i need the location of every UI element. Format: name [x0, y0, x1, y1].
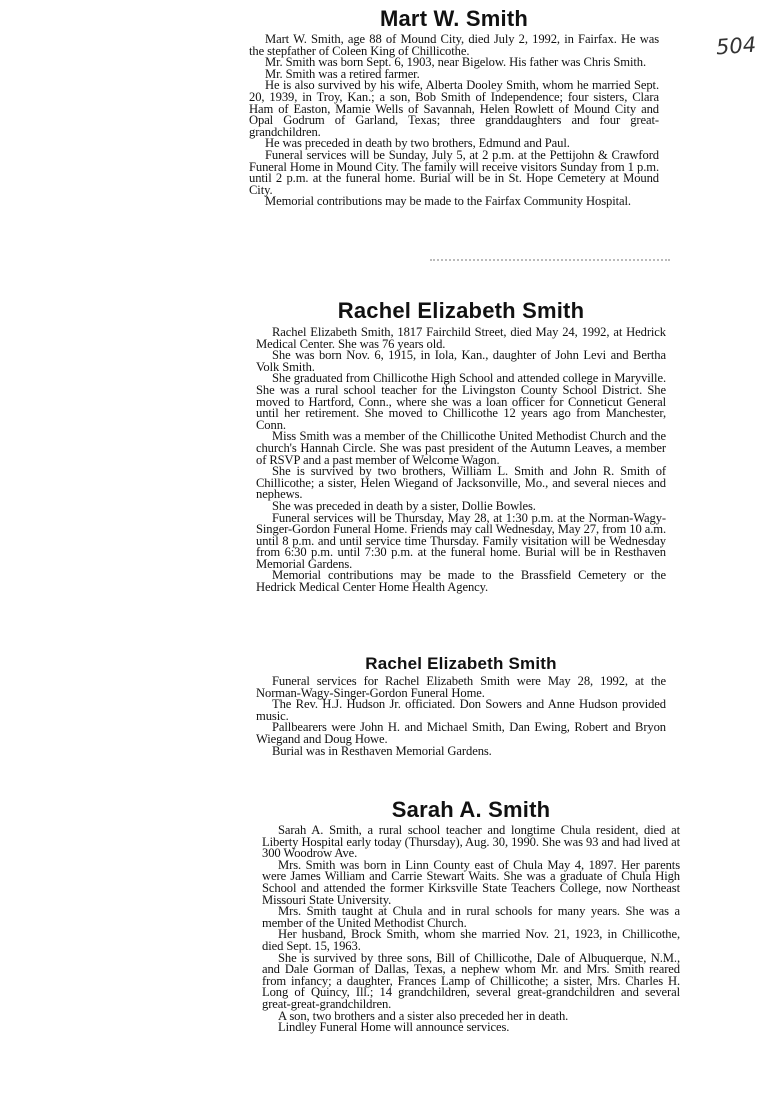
- obituary-paragraph: He is also survived by his wife, Alberta Dooley Smith, whom he married Sept. 20, 1939, in Troy, Kan.; a son, Bob Smith of Independence; four sisters, Clara Ham of Easton, Mamie Wells of Savannah, Helen Rowlett of Mound City and Opal Godrum of Garland, Texas; three granddaughters and four great-grandchildren.: [249, 78, 659, 139]
- obituary-clipping-sarah-smith: [262, 797, 680, 1034]
- obituary-paragraph: She was preceded in death by a sister, Dollie Bowles.: [272, 498, 536, 513]
- obituary-body: [256, 676, 666, 757]
- obituary-paragraph: Burial was in Resthaven Memorial Gardens.: [272, 743, 492, 758]
- obituary-body: [249, 34, 659, 208]
- obituary-clipping-rachel-smith-services: [256, 653, 666, 757]
- obituary-paragraph: She graduated from Chillicothe High School and attended college in Maryville. She was a rural school teacher for the Livingston County School District. She moved to Hartford, Conn., where she was a loan officer for Conneticut General until her retirement. She moved to Chillicothe 12 years ago from Manchester, Conn.: [256, 371, 666, 432]
- obituary-paragraph: He was preceded in death by two brothers, Edmund and Paul.: [265, 136, 570, 151]
- obituary-paragraph: Mart W. Smith, age 88 of Mound City, died July 2, 1992, in Fairfax. He was the stepfather of Coleen King of Chillicothe.: [249, 32, 659, 58]
- obituary-paragraph: Rachel Elizabeth Smith, 1817 Fairchild Street, died May 24, 1992, at Hedrick Medical Center. She was 76 years old.: [256, 325, 666, 351]
- obituary-paragraph: She is survived by three sons, Bill of Chillicothe, Dale of Albuquerque, N.M., and Dale Gorman of Dallas, Texas, a nephew whom Mr. and Mrs. Smith reared from infancy; a daughter, Frances Lamp of Chillicothe; a sister, Mrs. Charles H. Long of Quincy, Ill.; 14 grandchildren, several great-grandchildren and several great-great-grandchildren.: [262, 950, 680, 1011]
- obituary-paragraph: Lindley Funeral Home will announce services.: [278, 1020, 510, 1035]
- obituary-paragraph: Funeral services will be Thursday, May 28, at 1:30 p.m. at the Norman-Wagy-Singer-Gordon Funeral Home. Friends may call Wednesday, May 27, from 10 a.m. until 8 p.m. and until service time Thursday. Family visitation will be Wednesday from 6:30 p.m. until 7:30 p.m. at the funeral home. Burial will be in Resthaven Memorial Gardens.: [256, 510, 666, 571]
- obituary-clipping-mart-smith: [249, 6, 659, 208]
- obituary-title: Mart W. Smith: [379, 6, 529, 31]
- divider-dots: [430, 259, 670, 265]
- obituary-paragraph: Mr. Smith was born Sept. 6, 1903, near Bigelow. His father was Chris Smith.: [265, 55, 647, 70]
- obituary-paragraph: Sarah A. Smith, a rural school teacher and longtime Chula resident, died at Liberty Hospital early today (Thursday), Aug. 30, 1990. She was 93 and had lived at 300 Woodrow Ave.: [262, 823, 680, 861]
- obituary-clipping-rachel-smith: [256, 296, 666, 594]
- obituary-paragraph: Mr. Smith was a retired farmer.: [265, 66, 420, 81]
- obituary-paragraph: She is survived by two brothers, William L. Smith and John R. Smith of Chillicothe; a sister, Helen Wiegand of Jacksonville, Mo., and several nieces and nephews.: [256, 464, 666, 502]
- obituary-paragraph: She was born Nov. 6, 1915, in Iola, Kan., daughter of John Levi and Bertha Volk Smith.: [256, 348, 666, 374]
- obituary-paragraph: Miss Smith was a member of the Chillicothe United Methodist Church and the church's Hannah Circle. She was past president of the Autumn Leaves, a member of RSVP and a past member of Welcome Wagon.: [256, 429, 666, 467]
- obituary-title: Rachel Elizabeth Smith: [337, 298, 585, 323]
- obituary-title: Sarah A. Smith: [391, 797, 551, 822]
- obituary-paragraph: Mrs. Smith was born in Linn County east of Chula May 4, 1897. Her parents were James William and Carrie Stewart Waits. She was a graduate of Chula High School and attended the former Kirksville State Teachers College, now Northeast Missouri State University.: [262, 857, 680, 907]
- obituary-paragraph: Her husband, Brock Smith, whom she married Nov. 21, 1923, in Chillicothe, died Sept. 15, 1963.: [262, 927, 680, 953]
- obituary-body: [256, 327, 666, 594]
- obituary-paragraph: The Rev. H.J. Hudson Jr. officiated. Don Sowers and Anne Hudson provided music.: [256, 697, 666, 723]
- obituary-paragraph: Funeral services will be Sunday, July 5, at 2 p.m. at the Pettijohn & Crawford Funeral Home in Mound City. The family will receive visitors Sunday from 1 p.m. until 2 p.m. at the funeral home. Burial will be in St. Hope Cemetery at Mound City.: [249, 147, 659, 197]
- obituary-paragraph: Memorial contributions may be made to the Fairfax Community Hospital.: [265, 194, 631, 209]
- obituary-paragraph: Memorial contributions may be made to the Brassfield Cemetery or the Hedrick Medical Center Home Health Agency.: [256, 568, 666, 595]
- obituary-title: Rachel Elizabeth Smith: [365, 654, 557, 673]
- obituary-paragraph: A son, two brothers and a sister also preceded her in death.: [278, 1008, 569, 1023]
- obituary-paragraph: Pallbearers were John H. and Michael Smith, Dan Ewing, Robert and Bryon Wiegand and Doug Howe.: [256, 720, 666, 746]
- obituary-paragraph: Funeral services for Rachel Elizabeth Smith were May 28, 1992, at the Norman-Wagy-Singer-Gordon Funeral Home.: [256, 674, 666, 700]
- handwritten-page-number: 504: [715, 32, 757, 60]
- obituary-paragraph: Mrs. Smith taught at Chula and in rural schools for many years. She was a member of the United Methodist Church.: [262, 904, 680, 930]
- obituary-body: [262, 825, 680, 1034]
